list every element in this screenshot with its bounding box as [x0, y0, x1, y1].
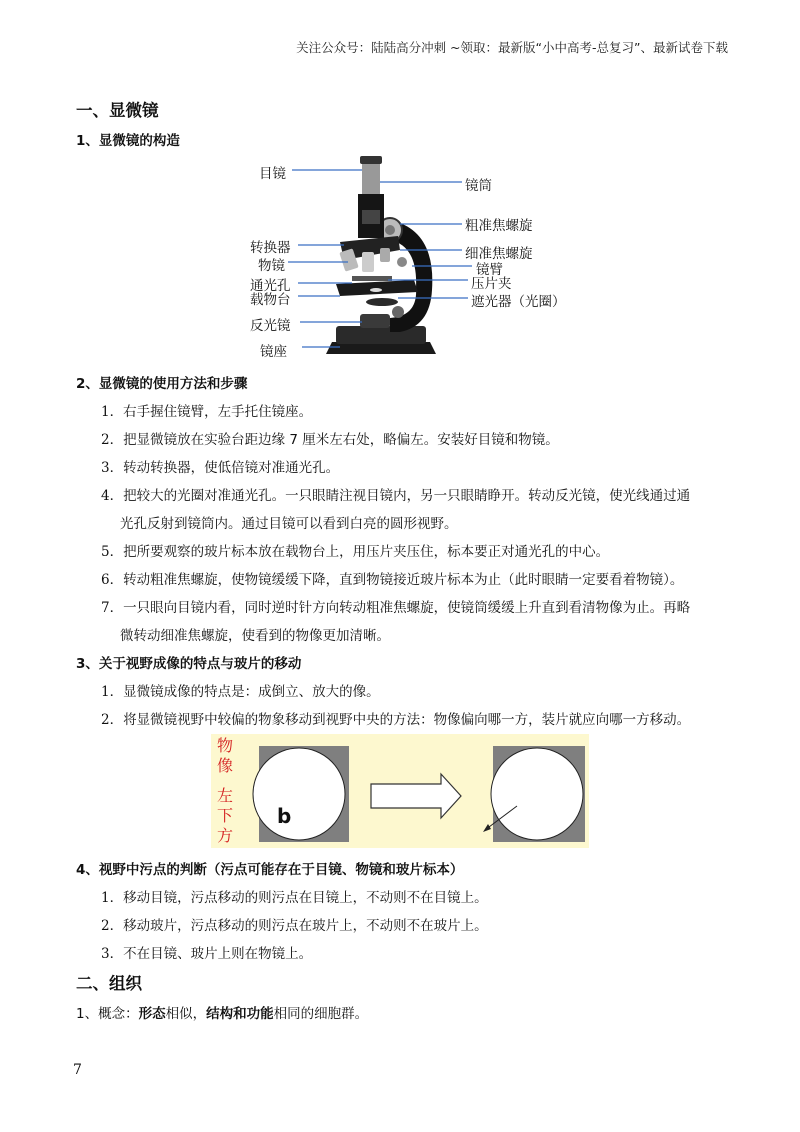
- section-title-microscope: 一、显微镜: [76, 101, 159, 120]
- label-body-tube: 镜筒: [465, 178, 492, 194]
- section-title-tissue: 二、组织: [76, 974, 142, 993]
- list-item: 3．不在目镜、玻片上则在物镜上。: [101, 946, 313, 962]
- label-eyepiece: 目镜: [259, 166, 286, 182]
- list-item: 7．一只眼向目镜内看，同时逆时针方向转动粗准焦螺旋，使镜筒缓缓上升直到看清物像为止。再略: [101, 600, 691, 616]
- view-fields: [211, 734, 589, 848]
- list-item: 5．把所要观察的玻片标本放在载物台上，用压片夹压住，标本要正对通光孔的中心。: [101, 544, 610, 560]
- label-stage-clip: 压片夹: [471, 276, 512, 292]
- list-item-continuation: 光孔反射到镜筒内。通过目镜可以看到白亮的圆形视野。: [120, 516, 458, 532]
- label-coarse-focus: 粗准焦螺旋: [465, 218, 533, 234]
- label-fine-focus: 细准焦螺旋: [465, 246, 533, 262]
- list-item: 2．把显微镜放在实验台距边缘 7 厘米左右处，略偏左。安装好目镜和物镜。: [101, 432, 559, 448]
- page-header: 关注公众号：陆陆高分冲刺 ~领取：最新版“小中高考-总复习”、最新试卷下载: [296, 40, 728, 55]
- letter-b: b: [277, 804, 292, 828]
- list-item: 3．转动转换器，使低倍镜对准通光孔。: [101, 460, 340, 476]
- list-item: 6．转动粗准焦螺旋，使物镜缓缓下降，直到物镜接近玻片标本为止（此时眼睛一定要看着物镜）。: [101, 572, 684, 588]
- subsection-spots: 4、视野中污点的判断（污点可能存在于目镜、物镜和玻片标本）: [76, 862, 464, 878]
- label-light-hole: 通光孔: [250, 278, 291, 294]
- list-item: 2．移动玻片，污点移动的则污点在玻片上，不动则不在玻片上。: [101, 918, 488, 934]
- label-objective: 物镜: [258, 258, 285, 274]
- concept-paragraph: 1、概念：形态相似，结构和功能相同的细胞群。: [76, 1006, 369, 1022]
- label-stage: 载物台: [250, 292, 291, 308]
- list-item: 1．显微镜成像的特点是：成倒立、放大的像。: [101, 684, 380, 700]
- list-item: 4．把较大的光圈对准通光孔。一只眼睛注视目镜内，另一只眼睛睁开。转动反光镜，使光线通过通: [101, 488, 691, 504]
- list-item: 2．将显微镜视野中较偏的物象移动到视野中央的方法：物像偏向哪一方，装片就应向哪一方移动。: [101, 712, 691, 728]
- side-label: 物 像 左 下 方: [217, 736, 234, 845]
- list-item: 1．移动目镜，污点移动的则污点在目镜上，不动则不在目镜上。: [101, 890, 488, 906]
- list-item-continuation: 微转动细准焦螺旋，使看到的物像更加清晰。: [120, 628, 390, 644]
- page-number: 7: [73, 1062, 82, 1078]
- subsection-usage: 2、显微镜的使用方法和步骤: [76, 376, 248, 392]
- label-diaphragm: 遮光器（光圈）: [471, 294, 566, 310]
- subsection-structure: 1、显微镜的构造: [76, 133, 180, 149]
- label-base: 镜座: [260, 344, 287, 360]
- subsection-imaging: 3、关于视野成像的特点与玻片的移动: [76, 656, 302, 672]
- label-nosepiece: 转换器: [250, 240, 291, 256]
- list-item: 1．右手握住镜臂，左手托住镜座。: [101, 404, 313, 420]
- label-mirror: 反光镜: [250, 318, 291, 334]
- label-arm: 镜臂: [476, 262, 503, 278]
- slide-move-figure: [211, 734, 589, 848]
